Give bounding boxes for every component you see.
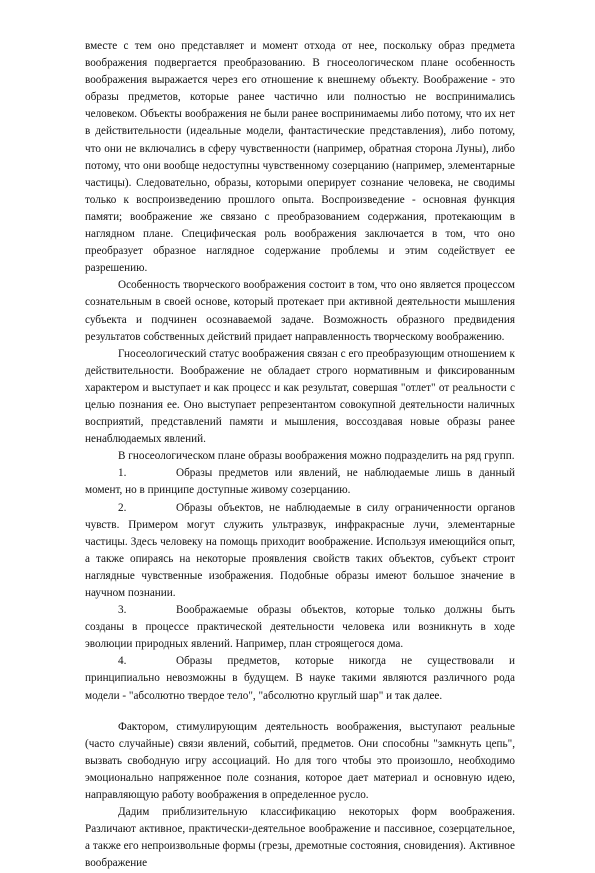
paragraph: В гносеологическом плане образы воображения можно подразделить на ряд групп.	[118, 450, 515, 463]
list-item	[85, 465, 515, 499]
paragraph: Дадим приблизительную классификацию некоторых форм воображения. Различают активное, практически-деятельное воображение и пассивное, созерцательное, а также его непроизвольные формы (грезы, дремотные состояния, сновидения). Активное воображение	[85, 806, 515, 870]
list-item-number: 3.	[118, 604, 127, 617]
list-item-number: 1.	[118, 467, 127, 480]
paragraph: Фактором, стимулирующим деятельность воображения, выступают реальные (часто случайные) связи явлений, событий, предметов. Они способны "замкнуть цепь", вызвать свободную игру ассоциаций. Но для того чтобы это произошло, необходимо эмоционально напряженное поле сознания, которое дает материал и основную идею, направляющую работу воображения в определенное русло.	[85, 720, 515, 802]
paragraph: вместе с тем оно представляет и момент отхода от нее, поскольку образ предмета воображения подвергается преобразованию. В гносеологическом плане особенность воображения выражается через его отношение к внешнему объекту. Воображение - это образы предметов, которые ранее частично или полностью не воспринимались человеком. Объекты воображения не были ранее воспринимаемы либо потому, что их нет в действительности (идеальные модели, фантастические представления), либо потому, что они не включались в сферу чувственности (например, обратная сторона Луны), либо потому, что они вообще недоступны чувственному созерцанию (например, элементарные частицы). Следовательно, образы, которыми оперирует сознание человека, не сводимы только к воспроизведению прошлого опыта. Воспроизведение - основная функция памяти; воображение же связано с преобразованием содержания, протекающим в наглядном плане. Специфическая роль воображения заключается в том, что оно преобразует образное наглядное содержание проблемы и этим содействует ее разрешению.	[85, 40, 515, 275]
list-item-text: Образы объектов, не наблюдаемые в силу ограниченности органов чувств. Примером могут служить ультразвук, инфракрасные лучи, элементарные частицы. Здесь человеку на помощь приходит воображение. Используя имеющийся опыт, а также опираясь на некоторые проявления свойств таких объектов, субъект строит наглядные чувственные изображения. Подобные образы имеют большое значение в научном познании.	[85, 501, 515, 599]
list-item-number: 2.	[118, 501, 127, 514]
section-gap	[85, 705, 515, 719]
list-item	[85, 653, 515, 704]
list-item	[85, 500, 515, 603]
list-item-text: Воображаемые образы объектов, которые только должны быть созданы в процессе практической деятельности человека или возникнуть в ходе эволюции природных явлений. Например, план строящегося дома.	[85, 604, 515, 651]
list-item-number: 4.	[118, 655, 127, 668]
paragraph: Гносеологический статус воображения связан с его преобразующим отношением к действительности. Воображение не обладает строго нормативным и фиксированным характером и выступает и как процесс и как результат, совершая "отлет" от реальности с целью познания ее. Оно выступает репрезентантом совокупной деятельности наличных восприятий, представлений памяти и мышления, воссоздавая новые образы ранее ненаблюдаемых явлений.	[85, 347, 515, 446]
list-item	[85, 602, 515, 653]
paragraph: Особенность творческого воображения состоит в том, что оно является процессом сознательным в своей основе, который протекает при активной деятельности мышления субъекта и подчинен осознаваемой задаче. Возможность образного предвидения результатов собственных действий придает направленность творческому воображению.	[85, 279, 515, 343]
list-item-text: Образы предметов или явлений, не наблюдаемые лишь в данный момент, но в принципе доступные живому созерцанию.	[85, 467, 515, 497]
list-item-text: Образы предметов, которые никогда не существовали и принципиально невозможны в будущем. В науке такими являются различного рода модели - "абсолютно твердое тело", "абсолютно круглый шар" и так далее.	[85, 655, 515, 702]
